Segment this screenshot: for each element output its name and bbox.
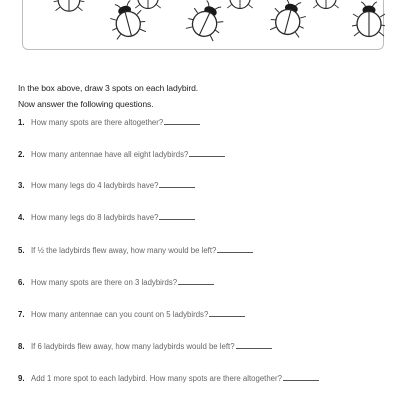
ladybird-icon — [352, 2, 385, 37]
ladybird-icon — [226, 0, 255, 8]
ladybird-icon — [134, 0, 163, 8]
question-text: How many antennae have all eight ladybirds? — [31, 150, 189, 159]
answer-blank[interactable] — [217, 251, 253, 253]
question-6 — [18, 278, 393, 292]
question-number: 1. — [18, 118, 25, 127]
ladybird-icon — [268, 0, 310, 38]
question-2 — [18, 150, 393, 164]
ladybird-icon — [54, 0, 85, 11]
question-number: 9. — [18, 374, 25, 383]
question-text: If ½ the ladybirds flew away, how many would be left? — [31, 246, 217, 255]
question-number: 5. — [18, 246, 25, 255]
answer-blank[interactable] — [159, 218, 195, 220]
question-number: 2. — [18, 150, 25, 159]
question-number: 4. — [18, 213, 25, 222]
ladybird-icon — [312, 0, 341, 8]
question-5 — [18, 246, 393, 260]
ladybird-illustration — [23, 0, 385, 51]
question-number: 3. — [18, 181, 25, 190]
question-4 — [18, 213, 393, 227]
question-text: Add 1 more spot to each ladybird. How many spots are there altogether? — [31, 374, 282, 383]
question-text: How many spots are there altogether? — [31, 118, 164, 127]
question-number: 7. — [18, 310, 25, 319]
instruction-line-1: In the box above, draw 3 spots on each ladybird. — [18, 83, 199, 93]
answer-blank[interactable] — [236, 347, 272, 349]
answer-blank[interactable] — [178, 283, 214, 285]
question-number: 8. — [18, 342, 25, 351]
instructions — [18, 80, 388, 112]
answer-blank[interactable] — [209, 315, 245, 317]
question-7 — [18, 310, 393, 324]
question-text: How many legs do 8 ladybirds have? — [31, 213, 159, 222]
answer-blank[interactable] — [164, 123, 200, 125]
ladybird-icon — [184, 0, 229, 42]
instruction-line-2: Now answer the following questions. — [18, 99, 154, 109]
question-text: How many legs do 4 ladybirds have? — [31, 181, 159, 190]
ladybird-drawing-box — [22, 0, 384, 50]
question-text: How many spots are there on 3 ladybirds? — [31, 278, 178, 287]
question-8 — [18, 342, 393, 356]
question-text: How many antennae can you count on 5 ladybirds? — [31, 310, 209, 319]
question-number: 6. — [18, 278, 25, 287]
question-9 — [18, 374, 393, 388]
question-text: If 6 ladybirds flew away, how many ladybirds would be left? — [31, 342, 235, 351]
answer-blank[interactable] — [159, 186, 195, 188]
question-1 — [18, 118, 393, 132]
answer-blank[interactable] — [189, 155, 225, 157]
answer-blank[interactable] — [283, 379, 319, 381]
question-3 — [18, 181, 393, 195]
